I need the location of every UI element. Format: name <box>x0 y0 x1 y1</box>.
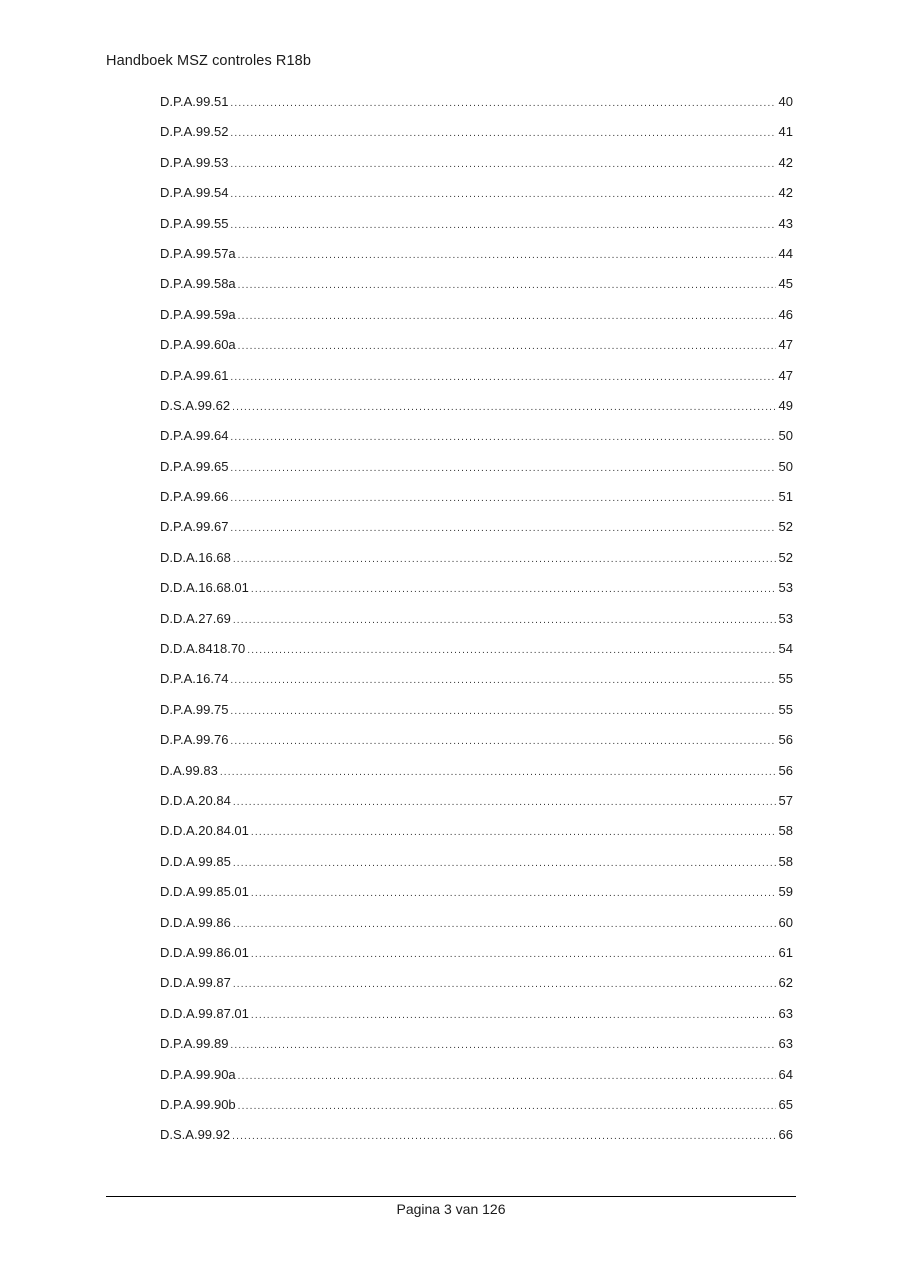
toc-dot-leader <box>238 336 776 358</box>
toc-entry[interactable] <box>160 486 793 516</box>
toc-entry-code: D.D.A.99.87.01 <box>160 1005 249 1021</box>
toc-entry-code: D.D.A.8418.70 <box>160 641 246 657</box>
toc-dot-leader <box>220 762 776 784</box>
toc-dot-leader <box>251 1005 776 1027</box>
toc-entry-code: D.P.A.99.61 <box>160 367 229 383</box>
toc-dot-leader <box>232 397 775 419</box>
toc-entry[interactable] <box>160 425 793 455</box>
toc-entry-page-number: 59 <box>778 884 793 900</box>
toc-entry-page-number: 46 <box>778 306 793 322</box>
document-header-title: Handboek MSZ controles R18b <box>106 53 311 69</box>
toc-entry-page-number: 41 <box>778 124 793 140</box>
toc-entry-code: D.D.A.20.84.01 <box>160 823 249 839</box>
toc-entry-code: D.P.A.99.90a <box>160 1066 236 1082</box>
toc-dot-leader <box>238 1066 776 1088</box>
toc-entry[interactable] <box>160 790 793 820</box>
table-of-contents <box>160 91 793 1155</box>
toc-dot-leader <box>230 184 775 206</box>
toc-dot-leader <box>251 883 776 905</box>
toc-entry-code: D.P.A.99.66 <box>160 489 229 505</box>
toc-entry[interactable] <box>160 1124 793 1154</box>
toc-entry[interactable] <box>160 213 793 243</box>
toc-dot-leader <box>230 670 775 692</box>
toc-entry-page-number: 54 <box>778 641 793 657</box>
toc-entry[interactable] <box>160 972 793 1002</box>
toc-entry-page-number: 40 <box>778 94 793 109</box>
toc-entry-code: D.P.A.99.75 <box>160 701 229 717</box>
toc-dot-leader <box>230 488 775 510</box>
toc-entry-page-number: 62 <box>778 975 793 991</box>
toc-entry[interactable] <box>160 304 793 334</box>
toc-entry[interactable] <box>160 334 793 364</box>
toc-dot-leader <box>230 518 775 540</box>
toc-entry-code: D.P.A.99.58a <box>160 276 236 292</box>
toc-entry-page-number: 61 <box>778 944 793 960</box>
toc-entry-code: D.P.A.99.51 <box>160 94 229 109</box>
toc-entry-code: D.A.99.83 <box>160 762 218 778</box>
toc-dot-leader <box>233 610 776 632</box>
toc-entry-page-number: 57 <box>778 792 793 808</box>
toc-entry[interactable] <box>160 121 793 151</box>
toc-entry[interactable] <box>160 638 793 668</box>
toc-entry-page-number: 47 <box>778 367 793 383</box>
toc-entry-page-number: 44 <box>778 245 793 261</box>
toc-entry-page-number: 60 <box>778 914 793 930</box>
toc-dot-leader <box>238 275 776 297</box>
toc-dot-leader <box>230 1035 775 1057</box>
toc-entry[interactable] <box>160 243 793 273</box>
toc-entry-code: D.P.A.99.60a <box>160 337 236 353</box>
toc-entry-code: D.P.A.99.76 <box>160 732 229 748</box>
toc-entry-code: D.D.A.16.68 <box>160 549 231 565</box>
toc-entry-page-number: 56 <box>778 732 793 748</box>
toc-entry-page-number: 63 <box>778 1036 793 1052</box>
toc-entry[interactable] <box>160 729 793 759</box>
toc-entry[interactable] <box>160 699 793 729</box>
toc-entry-page-number: 53 <box>778 610 793 626</box>
toc-dot-leader <box>247 640 775 662</box>
toc-entry-page-number: 53 <box>778 580 793 596</box>
toc-dot-leader <box>251 944 776 966</box>
toc-dot-leader <box>238 306 776 328</box>
toc-dot-leader <box>251 822 776 844</box>
toc-entry[interactable] <box>160 577 793 607</box>
toc-entry-page-number: 42 <box>778 185 793 201</box>
toc-dot-leader <box>233 792 776 814</box>
toc-entry[interactable] <box>160 668 793 698</box>
toc-entry-code: D.D.A.99.85.01 <box>160 884 249 900</box>
toc-entry[interactable] <box>160 547 793 577</box>
toc-dot-leader <box>238 1096 776 1118</box>
toc-entry-page-number: 66 <box>778 1127 793 1143</box>
toc-entry[interactable] <box>160 820 793 850</box>
toc-entry-code: D.D.A.27.69 <box>160 610 231 626</box>
toc-entry-code: D.D.A.99.86.01 <box>160 944 249 960</box>
toc-entry[interactable] <box>160 942 793 972</box>
toc-entry-code: D.P.A.99.59a <box>160 306 236 322</box>
toc-entry[interactable] <box>160 1094 793 1124</box>
toc-dot-leader <box>233 914 776 936</box>
toc-entry[interactable] <box>160 912 793 942</box>
toc-entry-code: D.P.A.99.57a <box>160 245 236 261</box>
toc-entry[interactable] <box>160 516 793 546</box>
toc-dot-leader <box>233 974 776 996</box>
toc-entry-code: D.P.A.99.55 <box>160 215 229 231</box>
toc-dot-leader <box>233 549 776 571</box>
toc-entry-code: D.S.A.99.62 <box>160 397 231 413</box>
footer-divider <box>106 1196 796 1197</box>
toc-entry[interactable] <box>160 182 793 212</box>
toc-entry[interactable] <box>160 760 793 790</box>
toc-entry-code: D.P.A.99.90b <box>160 1096 236 1112</box>
toc-entry[interactable] <box>160 881 793 911</box>
toc-entry-code: D.D.A.20.84 <box>160 792 231 808</box>
toc-dot-leader <box>230 215 775 237</box>
toc-entry-page-number: 56 <box>778 762 793 778</box>
toc-entry-code: D.D.A.99.85 <box>160 853 231 869</box>
toc-entry[interactable] <box>160 273 793 303</box>
toc-dot-leader <box>230 458 775 480</box>
toc-dot-leader <box>232 1126 775 1148</box>
toc-entry-page-number: 63 <box>778 1005 793 1021</box>
toc-entry-code: D.P.A.99.65 <box>160 458 229 474</box>
toc-entry-code: D.P.A.99.64 <box>160 428 229 444</box>
toc-dot-leader <box>251 579 776 601</box>
toc-entry-page-number: 47 <box>778 337 793 353</box>
toc-entry[interactable] <box>160 1033 793 1063</box>
toc-dot-leader <box>233 853 776 875</box>
toc-dot-leader <box>238 245 776 267</box>
page-number-footer: Pagina 3 van 126 <box>396 1201 506 1217</box>
toc-dot-leader <box>230 154 775 176</box>
toc-dot-leader <box>230 367 775 389</box>
toc-entry-page-number: 58 <box>778 823 793 839</box>
toc-entry-page-number: 42 <box>778 154 793 170</box>
toc-entry[interactable] <box>160 91 793 121</box>
toc-entry-page-number: 51 <box>778 489 793 505</box>
toc-dot-leader <box>230 93 775 115</box>
toc-entry-page-number: 58 <box>778 853 793 869</box>
toc-entry-page-number: 55 <box>778 701 793 717</box>
toc-entry-code: D.P.A.99.52 <box>160 124 229 140</box>
toc-entry-page-number: 49 <box>778 397 793 413</box>
toc-entry-page-number: 55 <box>778 671 793 687</box>
toc-entry-page-number: 45 <box>778 276 793 292</box>
toc-entry[interactable] <box>160 152 793 182</box>
toc-entry-page-number: 65 <box>778 1096 793 1112</box>
toc-entry-code: D.S.A.99.92 <box>160 1127 231 1143</box>
toc-dot-leader <box>230 123 775 145</box>
toc-entry-page-number: 50 <box>778 458 793 474</box>
toc-dot-leader <box>230 427 775 449</box>
toc-entry-page-number: 52 <box>778 549 793 565</box>
toc-entry[interactable] <box>160 851 793 881</box>
toc-entry-code: D.D.A.99.86 <box>160 914 231 930</box>
toc-dot-leader <box>230 731 775 753</box>
toc-entry-code: D.P.A.16.74 <box>160 671 229 687</box>
toc-entry-code: D.P.A.99.67 <box>160 519 229 535</box>
toc-entry-code: D.P.A.99.53 <box>160 154 229 170</box>
toc-entry-page-number: 43 <box>778 215 793 231</box>
toc-entry[interactable] <box>160 395 793 425</box>
toc-dot-leader <box>230 701 775 723</box>
toc-entry-code: D.D.A.16.68.01 <box>160 580 249 596</box>
toc-entry[interactable] <box>160 1003 793 1033</box>
toc-entry-code: D.P.A.99.54 <box>160 185 229 201</box>
toc-entry-code: D.P.A.99.89 <box>160 1036 229 1052</box>
toc-entry-page-number: 52 <box>778 519 793 535</box>
toc-entry[interactable] <box>160 1064 793 1094</box>
toc-entry[interactable] <box>160 365 793 395</box>
toc-entry-page-number: 50 <box>778 428 793 444</box>
toc-entry-code: D.D.A.99.87 <box>160 975 231 991</box>
toc-entry[interactable] <box>160 608 793 638</box>
toc-entry-page-number: 64 <box>778 1066 793 1082</box>
toc-entry[interactable] <box>160 456 793 486</box>
